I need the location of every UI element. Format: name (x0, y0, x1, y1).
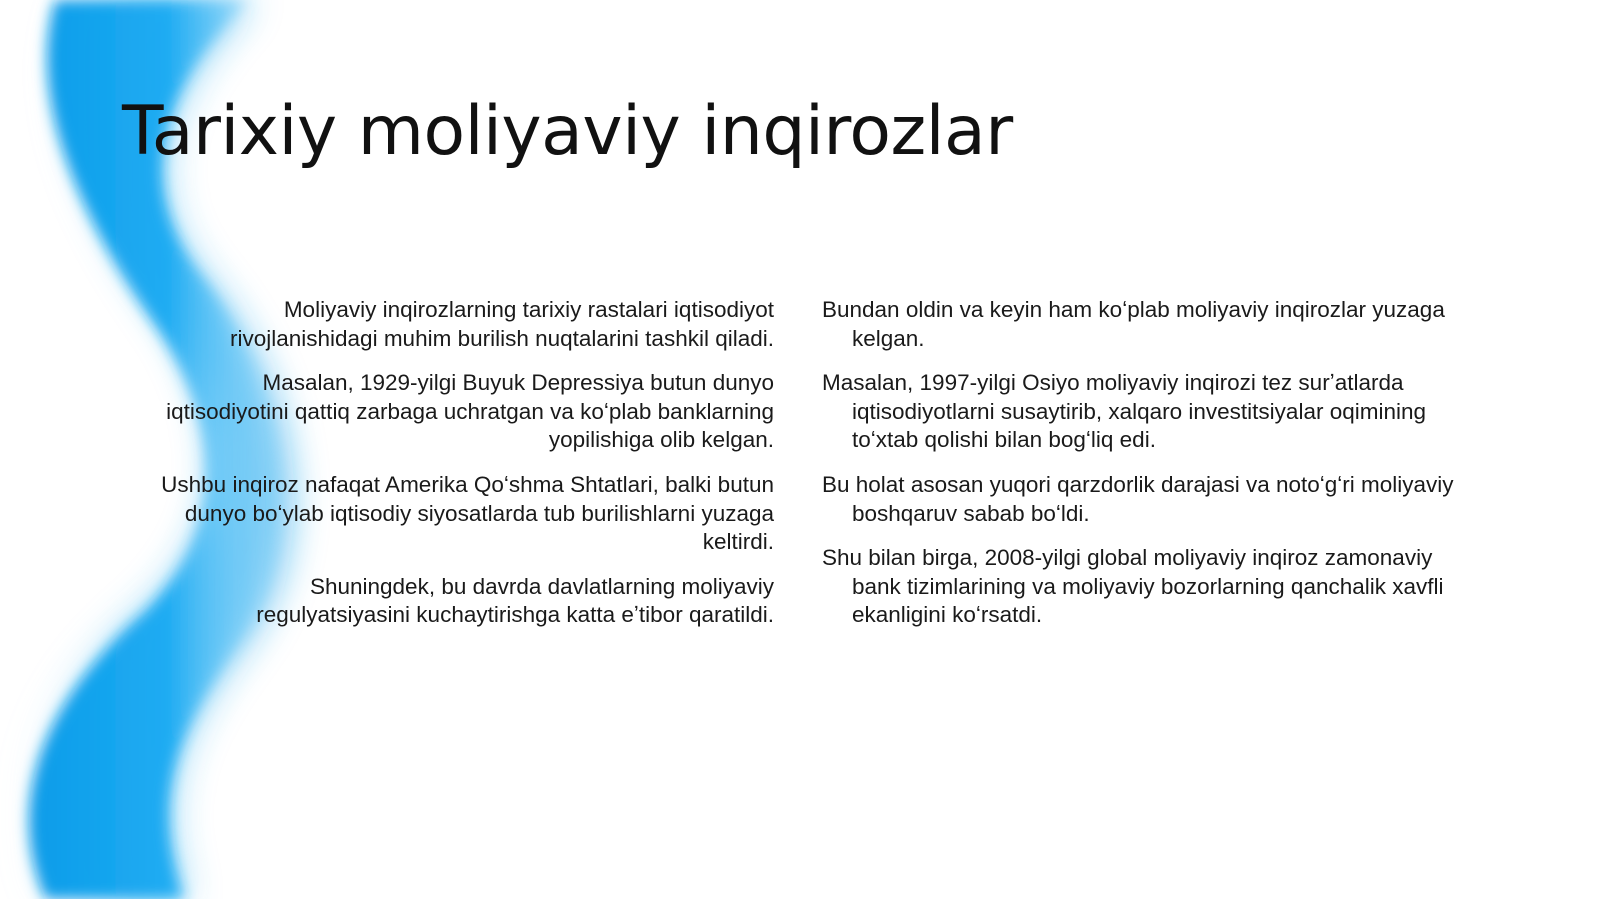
left-paragraph-2: Masalan, 1929-yilgi Buyuk Depressiya butun dunyo iqtisodiyotini qattiq zarbaga uchratgan va koʻplab banklarning yopilishiga olib kelgan. (166, 370, 774, 453)
left-text-column (160, 296, 774, 646)
right-text-column (822, 296, 1482, 646)
page-title: Tarixiy moliyaviy inqirozlar (122, 92, 1013, 171)
right-paragraph-3: Bu holat asosan yuqori qarzdorlik darajasi va notoʻgʻri moliyaviy boshqaruv sabab boʻldi. (822, 471, 1454, 526)
left-paragraph-3: Ushbu inqiroz nafaqat Amerika Qoʻshma Shtatlari, balki butun dunyo boʻylab iqtisodiy siyosatlarda tub burilishlarni yuzaga keltirdi. (161, 471, 774, 555)
right-paragraph-2: Masalan, 1997-yilgi Osiyo moliyaviy inqirozi tez surʼatlarda iqtisodiyotlarni susaytirib, xalqaro investitsiyalar oqimining toʻxtab qolishi bilan bogʻliq edi. (822, 370, 1427, 453)
right-paragraph-1: Bundan oldin va keyin ham koʻplab moliyaviy inqirozlar yuzaga kelgan. (822, 297, 1445, 351)
right-paragraph-4: Shu bilan birga, 2008-yilgi global moliyaviy inqiroz zamonaviy bank tizimlarining va moliyaviy bozorlarning qanchalik xavfli ekanligini koʻrsatdi. (822, 545, 1444, 628)
left-paragraph-4: Shuningdek, bu davrda davlatlarning moliyaviy regulyatsiyasini kuchaytirishga katta eʼtibor qaratildi. (256, 573, 774, 628)
left-paragraph-1: Moliyaviy inqirozlarning tarixiy rastalari iqtisodiyot rivojlanishidagi muhim burilish nuqtalarini tashkil qiladi. (229, 297, 774, 351)
